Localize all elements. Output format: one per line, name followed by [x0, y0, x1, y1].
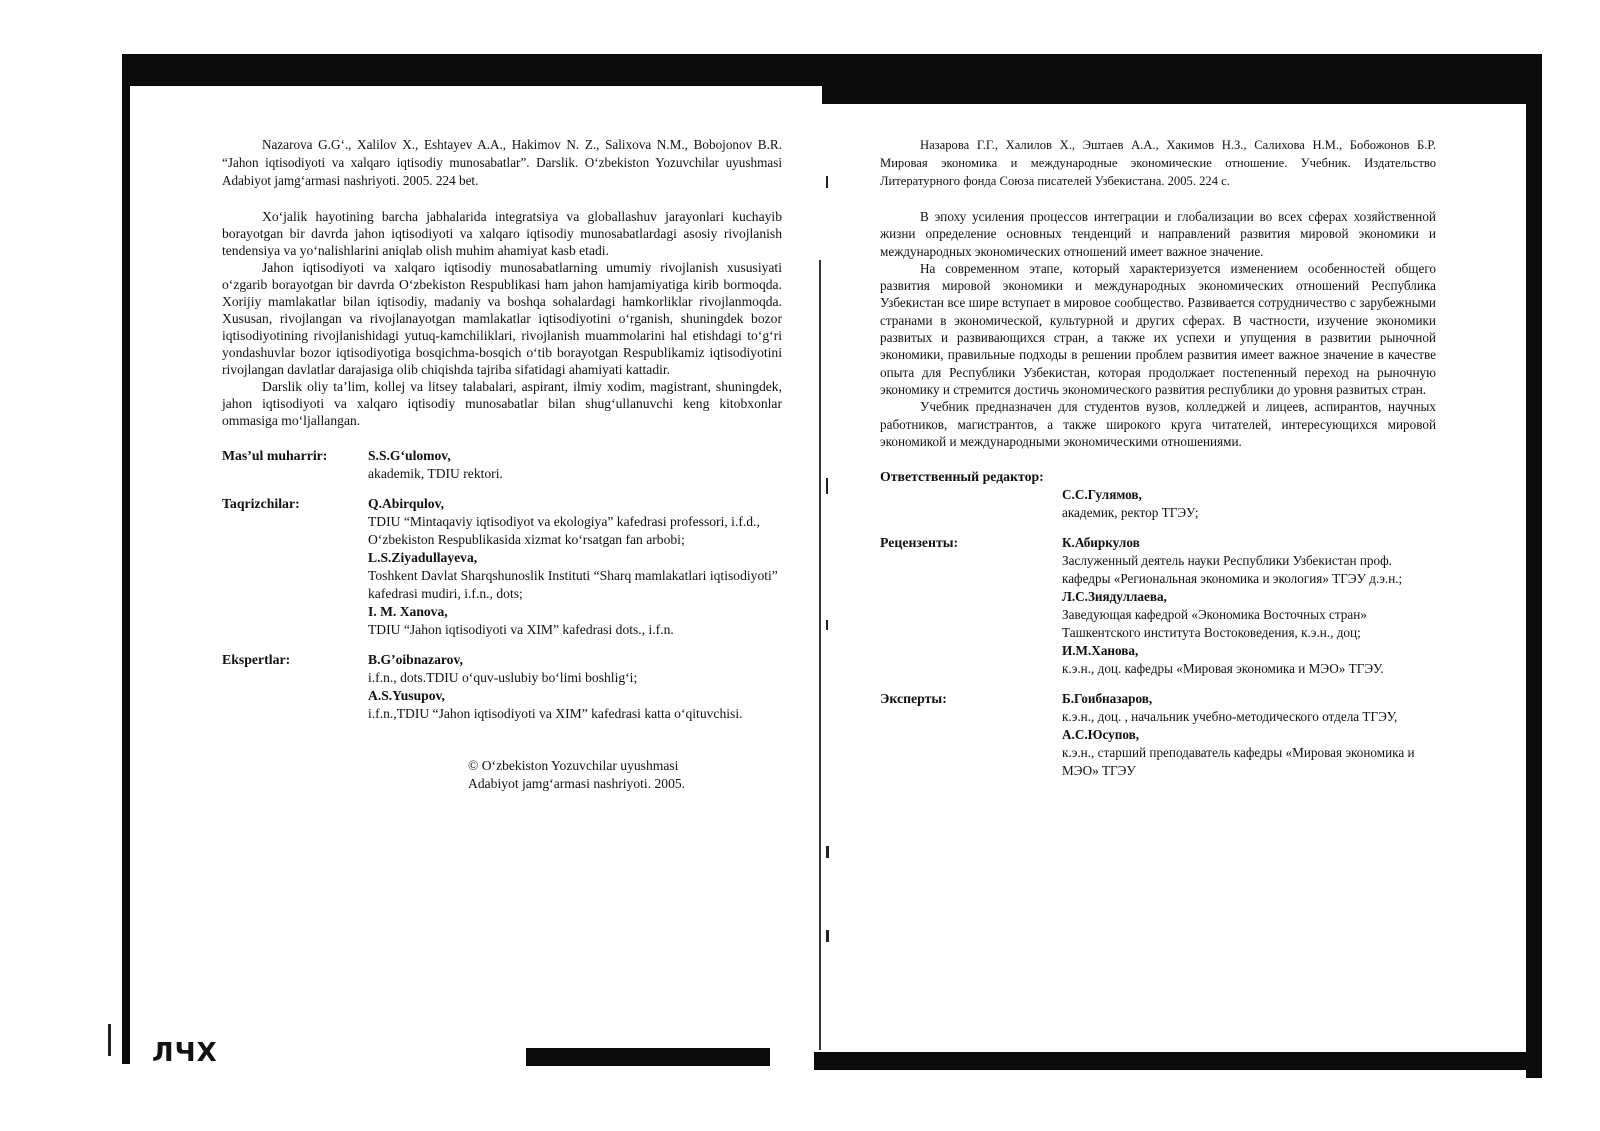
person-name: Л.С.Зиядуллаева, — [1062, 589, 1167, 605]
right-page — [880, 136, 1436, 792]
role-label: Taqrizchilar: — [222, 496, 300, 511]
person-detail: i.f.n.,TDIU “Jahon iqtisodiyoti va XIM” kafedrasi katta o‘qituvchisi. — [368, 706, 743, 721]
person-detail: к.э.н., доц. , начальник учебно-методического отдела ТГЭУ, — [1062, 709, 1398, 725]
person-name: С.С.Гулямов, — [1062, 487, 1142, 503]
person-name: S.S.G‘ulomov, — [368, 448, 451, 463]
role-label: Ответственный редактор: — [880, 469, 1044, 485]
person-detail: Заслуженный деятель науки Республики Узбекистан проф. кафедры «Региональная экономика и экология» ТГЭУ д.э.н.; — [1062, 553, 1403, 587]
scan-border-top-left — [122, 54, 822, 86]
role-people — [368, 447, 782, 483]
role-people — [1062, 690, 1436, 780]
person-detail: к.э.н., старший преподаватель кафедры «Мировая экономика и МЭО» ТГЭУ — [1062, 745, 1415, 779]
gutter-mark — [826, 846, 829, 858]
abstract-paragraph: Учебник предназначен для студентов вузов, колледжей и лицеев, аспирантов, научных работников, магистрантов, а также широкого круга читателей, интересующихся мировой экономикой и международными экономическими отношениями. — [880, 399, 1436, 449]
role-label: Рецензенты: — [880, 535, 959, 551]
role-people — [1062, 468, 1436, 522]
abstract-paragraph: В эпоху усиления процессов интеграции и глобализации во всех сферах хозяйственной жизни определение основных тенденций и направлений развития мировой экономики и международных экономических отношений имеет важное значение. — [880, 209, 1436, 259]
person-name: К.Абиркулов — [1062, 535, 1140, 551]
person-detail: i.f.n., dots.TDIU o‘quv-uslubiy bo‘limi boshlig‘i; — [368, 670, 638, 685]
copyright-line: Adabiyot jamg‘armasi nashriyoti. 2005. — [468, 776, 686, 791]
scan-border-bottom-right — [814, 1052, 1534, 1070]
person-name: Б.Гоибназаров, — [1062, 691, 1153, 707]
person-detail: akademik, TDIU rektori. — [368, 466, 503, 481]
role-people — [368, 651, 782, 723]
bibliographic-record: Назарова Г.Г., Халилов Х., Эштаев А.А., Хакимов Н.З., Салихова Н.М., Бобожонов Б.Р. Мировая экономика и международные экономические отношение. Учебник. Издательство Литературного фонда Союза писателей Узбекистана. 2005. 224 с. — [880, 138, 1436, 188]
copyright-line: © O‘zbekiston Yozuvchilar uyushmasi — [468, 758, 679, 773]
person-detail: TDIU “Mintaqaviy iqtisodiyot va ekologiya” kafedrasi professori, i.f.d., O‘zbekiston Respublikasida xizmat ko‘rsatgan fan arbobi; — [368, 514, 760, 547]
role-reviewers — [880, 534, 1436, 678]
role-reviewers — [222, 495, 782, 639]
person-name: I. M. Xanova, — [368, 604, 448, 619]
role-people — [1062, 534, 1436, 678]
person-detail: академик, ректор ТГЭУ; — [1062, 505, 1199, 521]
person-name: L.S.Ziyadullayeva, — [368, 550, 478, 565]
role-people — [368, 495, 782, 639]
abstract-paragraph: Jahon iqtisodiyoti va xalqaro iqtisodiy munosabatlarning umumiy rivojlanish xususiyati o‘zgarib borayotgan bir davrda O‘zbekiston Respublikasi ham jahon hamjamiyatiga kirib bormoqda. Xorijiy mamlakatlar bilan iqtisodiy, madaniy va boshqa sohalardagi hamkorliklar rivojlanmoqda. Xususan, rivojlangan va rivojlanayotgan mamlakatlar iqtisodiyotini o‘rganish, shuningdek bozor iqtisodiyotining rivojlanishidagi yutuq-kamchiliklari, rivojlanish muammolarini hal etishdagi to‘g‘ri yondashuvlar bozor iqtisodiyotiga bosqichma-bosqich o‘tib borayotgan Respublikamiz iqtisodiyotini rivojlangan davlatlar darajasiga olib chiqishda tajriba sifatidagi ahamiyati kattadir. — [222, 260, 782, 377]
abstract-paragraph: На современном этапе, который характеризуется изменением особенностей общего развития мировой экономики и международных экономических отношений Республика Узбекистан все шире вступает в мировое сообщество. Развивается сотрудничество с зарубежными странами в экономической, культурной и других сферах. В частности, изучение экономики развитых и развивающихся стран, а также их успехи и упущения в развитии рыночной экономики, правильные подходы в решении проблем развития имеет важное значение в качестве опыта для Республики Узбекистан, которая продолжает постепенный переход на рыночную экономику и стремится достичь экономического развития республики до уровня развитых стран. — [880, 260, 1436, 397]
scan-border-bottom-left — [526, 1048, 770, 1066]
left-page — [222, 136, 782, 793]
person-name: A.S.Yusupov, — [368, 688, 445, 703]
person-name: А.С.Юсупов, — [1062, 727, 1140, 743]
person-detail: к.э.н., доц. кафедры «Мировая экономика и МЭО» ТГЭУ. — [1062, 661, 1384, 677]
left-page-mark — [108, 1024, 111, 1056]
bibliographic-record: Nazarova G.G‘., Xalilov X., Eshtayev A.A., Hakimov N. Z., Salixova N.M., Bobojonov B.R. “Jahon iqtisodiyoti va xalqaro iqtisodiy munosabatlar”. Darslik. O‘zbekiston Yozuvchilar uyushmasi Adabiyot jamg‘armasi nashriyoti. 2005. 224 bet. — [222, 137, 782, 188]
gutter-mark — [826, 620, 828, 630]
person-name: Q.Abirqulov, — [368, 496, 445, 511]
role-experts — [222, 651, 782, 723]
abstract-paragraph: Xo‘jalik hayotining barcha jabhalarida integratsiya va globallashuv jarayonlari kuchayib borayotgan bir davrda jahon iqtisodiyoti va xalqaro iqtisodiy munosabatlardagi asosiy rivojlanish tendensiya va yo‘nalishlarini aniqlab olish muhim ahamiyat kasb etadi. — [222, 209, 782, 258]
person-detail: TDIU “Jahon iqtisodiyoti va XIM” kafedrasi dots., i.f.n. — [368, 622, 674, 637]
role-editor — [880, 468, 1436, 522]
role-experts — [880, 690, 1436, 780]
scan-border-top-right — [822, 54, 1542, 104]
person-detail: Toshkent Davlat Sharqshunoslik Instituti “Sharq mamlakatlari iqtisodiyoti” kafedrasi mudiri, i.f.n., dots; — [368, 568, 778, 601]
role-editor — [222, 447, 782, 483]
page-gutter-line — [819, 260, 821, 1050]
person-name: B.G’oibnazarov, — [368, 652, 463, 667]
abstract-paragraph: Darslik oliy ta’lim, kollej va litsey talabalari, aspirant, ilmiy xodim, magistrant, shuningdek, jahon iqtisodiyoti va xalqaro iqtisodiy munosabatlar bilan shug‘ullanuvchi keng kitobxonlar ommasiga mo‘ljallangan. — [222, 379, 782, 428]
gutter-mark — [826, 930, 829, 942]
role-label: Эксперты: — [880, 691, 947, 707]
credits — [880, 468, 1436, 780]
abstract — [880, 208, 1436, 450]
gutter-mark — [826, 478, 828, 494]
scan-border-left — [122, 54, 130, 1064]
role-label: Mas’ul muharrir: — [222, 448, 328, 463]
credits — [222, 447, 782, 723]
person-detail: Заведующая кафедрой «Экономика Восточных стран» Ташкентского института Востоковедения, к.э.н., доц; — [1062, 607, 1367, 641]
role-label: Ekspertlar: — [222, 652, 291, 667]
scan-border-right — [1526, 74, 1542, 1078]
copyright-notice — [468, 757, 782, 793]
person-name: И.М.Ханова, — [1062, 643, 1139, 659]
handwritten-mark: ЛЧХ — [152, 1038, 218, 1068]
abstract — [222, 208, 782, 429]
gutter-mark — [826, 176, 828, 188]
